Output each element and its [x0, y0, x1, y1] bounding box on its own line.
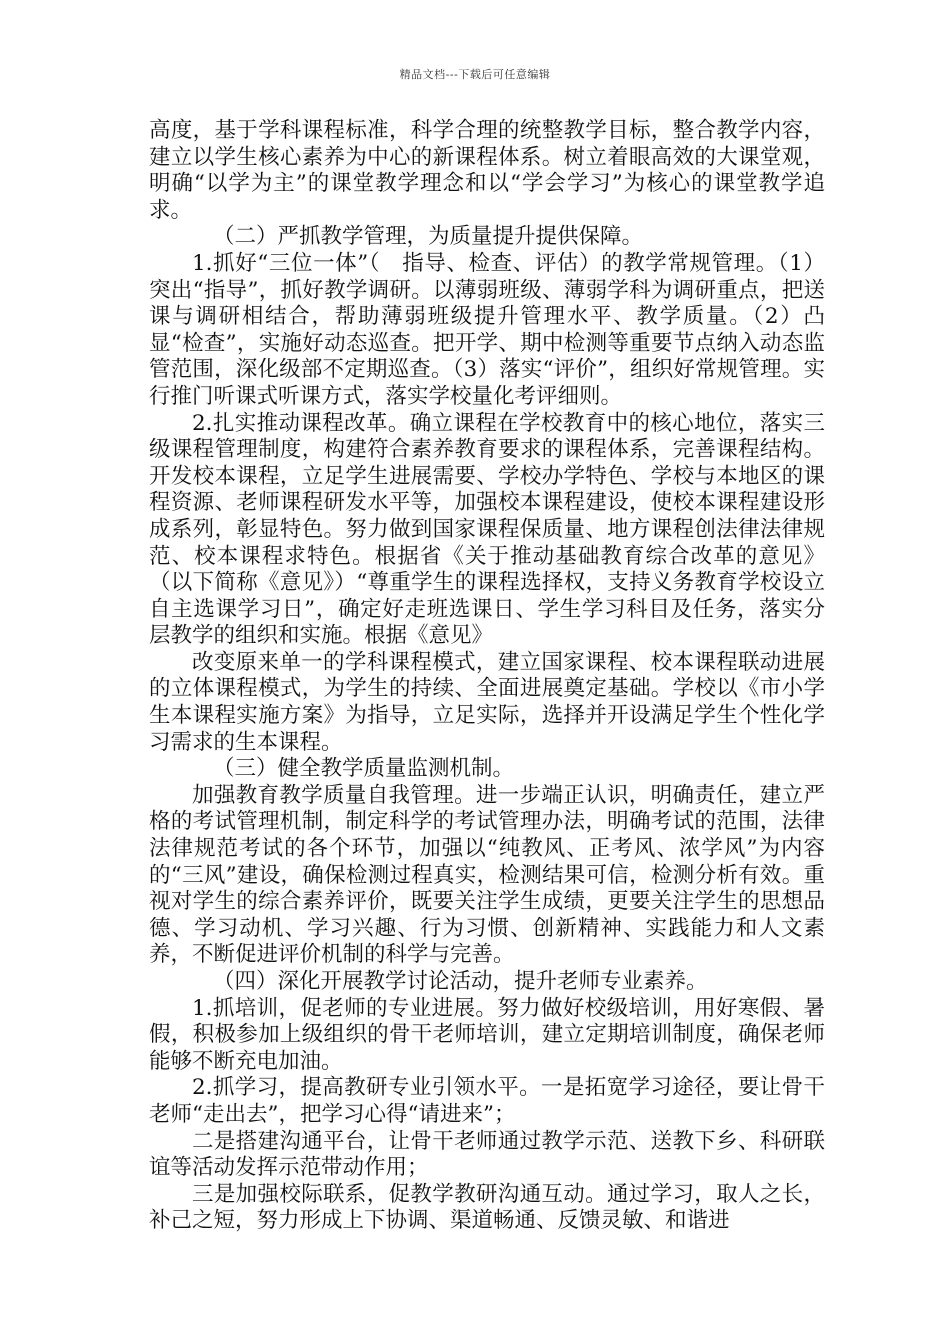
paragraph: 加强教育教学质量自我管理。进一步端正认识，明确责任，建立严格的考试管理机制，制定科学的考试管理办法，明确考试的范围，法律法律规范考试的各个环节，加强以“纯教风、正考风、浓学风”为内容的“三风”建设，确保检测过程真实，检测结果可信，检测分析有效。重视对学生的综合素养评价，既要关注学生成绩，更要关注学生的思想品德、学习动机、学习兴趣、行为习惯、创新精神、实践能力和人文素养，不断促进评价机制的科学与完善。 — [149, 782, 825, 968]
paragraph: 二是搭建沟通平台，让骨干老师通过教学示范、送教下乡、科研联谊等活动发挥示范带动作用； — [149, 1128, 825, 1181]
paragraph: 2.扎实推动课程改革。确立课程在学校教育中的核心地位，落实三级课程管理制度，构建符合素养教育要求的课程体系，完善课程结构。开发校本课程，立足学生进展需要、学校办学特色、学校与本地区的课程资源、老师课程研发水平等，加强校本课程建设，使校本课程建设形成系列，彰显特色。努力做到国家课程保质量、地方课程创法律法律规范、校本课程求特色。根据省《关于推动基础教育综合改革的意见》（以下简称《意见》）“尊重学生的课程选择权，支持义务教育学校设立自主选课学习日”，确定好走班选课日、学生学习科目及任务，落实分层教学的组织和实施。根据《意见》 — [149, 410, 825, 649]
paragraph: 改变原来单一的学科课程模式，建立国家课程、校本课程联动进展的立体课程模式，为学生的持续、全面进展奠定基础。学校以《市小学生本课程实施方案》为指导，立足实际，选择并开设满足学生个性化学习需求的生本课程。 — [149, 649, 825, 755]
section-heading: （四）深化开展教学讨论活动，提升老师专业素养。 — [213, 969, 708, 994]
paragraph: 2.抓学习，提高教研专业引领水平。一是拓宽学习途径，要让骨干老师“走出去”，把学习心得“请进来”； — [149, 1075, 825, 1127]
page-header: 精品文档---下载后可任意编辑 — [399, 68, 551, 81]
document-body — [149, 118, 825, 1235]
paragraph: 1.抓培训，促老师的专业进展。努力做好校级培训，用好寒假、暑假，积极参加上级组织的骨干老师培训，建立定期培训制度，确保老师能够不断充电加油。 — [149, 995, 825, 1074]
paragraph: 高度，基于学科课程标准，科学合理的统整教学目标，整合教学内容，建立以学生核心素养为中心的新课程体系。树立着眼高效的大课堂观，明确“以学为主”的课堂教学理念和以“学会学习”为核心的课堂教学追求。 — [149, 118, 825, 223]
section-heading: （三）健全教学质量监测机制。 — [213, 756, 515, 782]
paragraph: 1.抓好“三位一体”（ 指导、检查、评估）的教学常规管理。（1）突出“指导”，抓好教学调研。以薄弱班级、薄弱学科为调研重点，把送课与调研相结合，帮助薄弱班级提升管理水平、教学质量。（2）凸显“检查”，实施好动态巡查。把开学、期中检测等重要节点纳入动态监管范围，深化级部不定期巡查。（3）落实“评价”，组织好常规管理。实行推门听课式听课方式，落实学校量化考评细则。 — [149, 250, 825, 409]
paragraph: 三是加强校际联系，促教学教研沟通互动。通过学习，取人之长，补己之短，努力形成上下协调、渠道畅通、反馈灵敏、和谐进 — [149, 1181, 825, 1234]
section-heading: （二）严抓教学管理，为质量提升提供保障。 — [213, 224, 644, 250]
